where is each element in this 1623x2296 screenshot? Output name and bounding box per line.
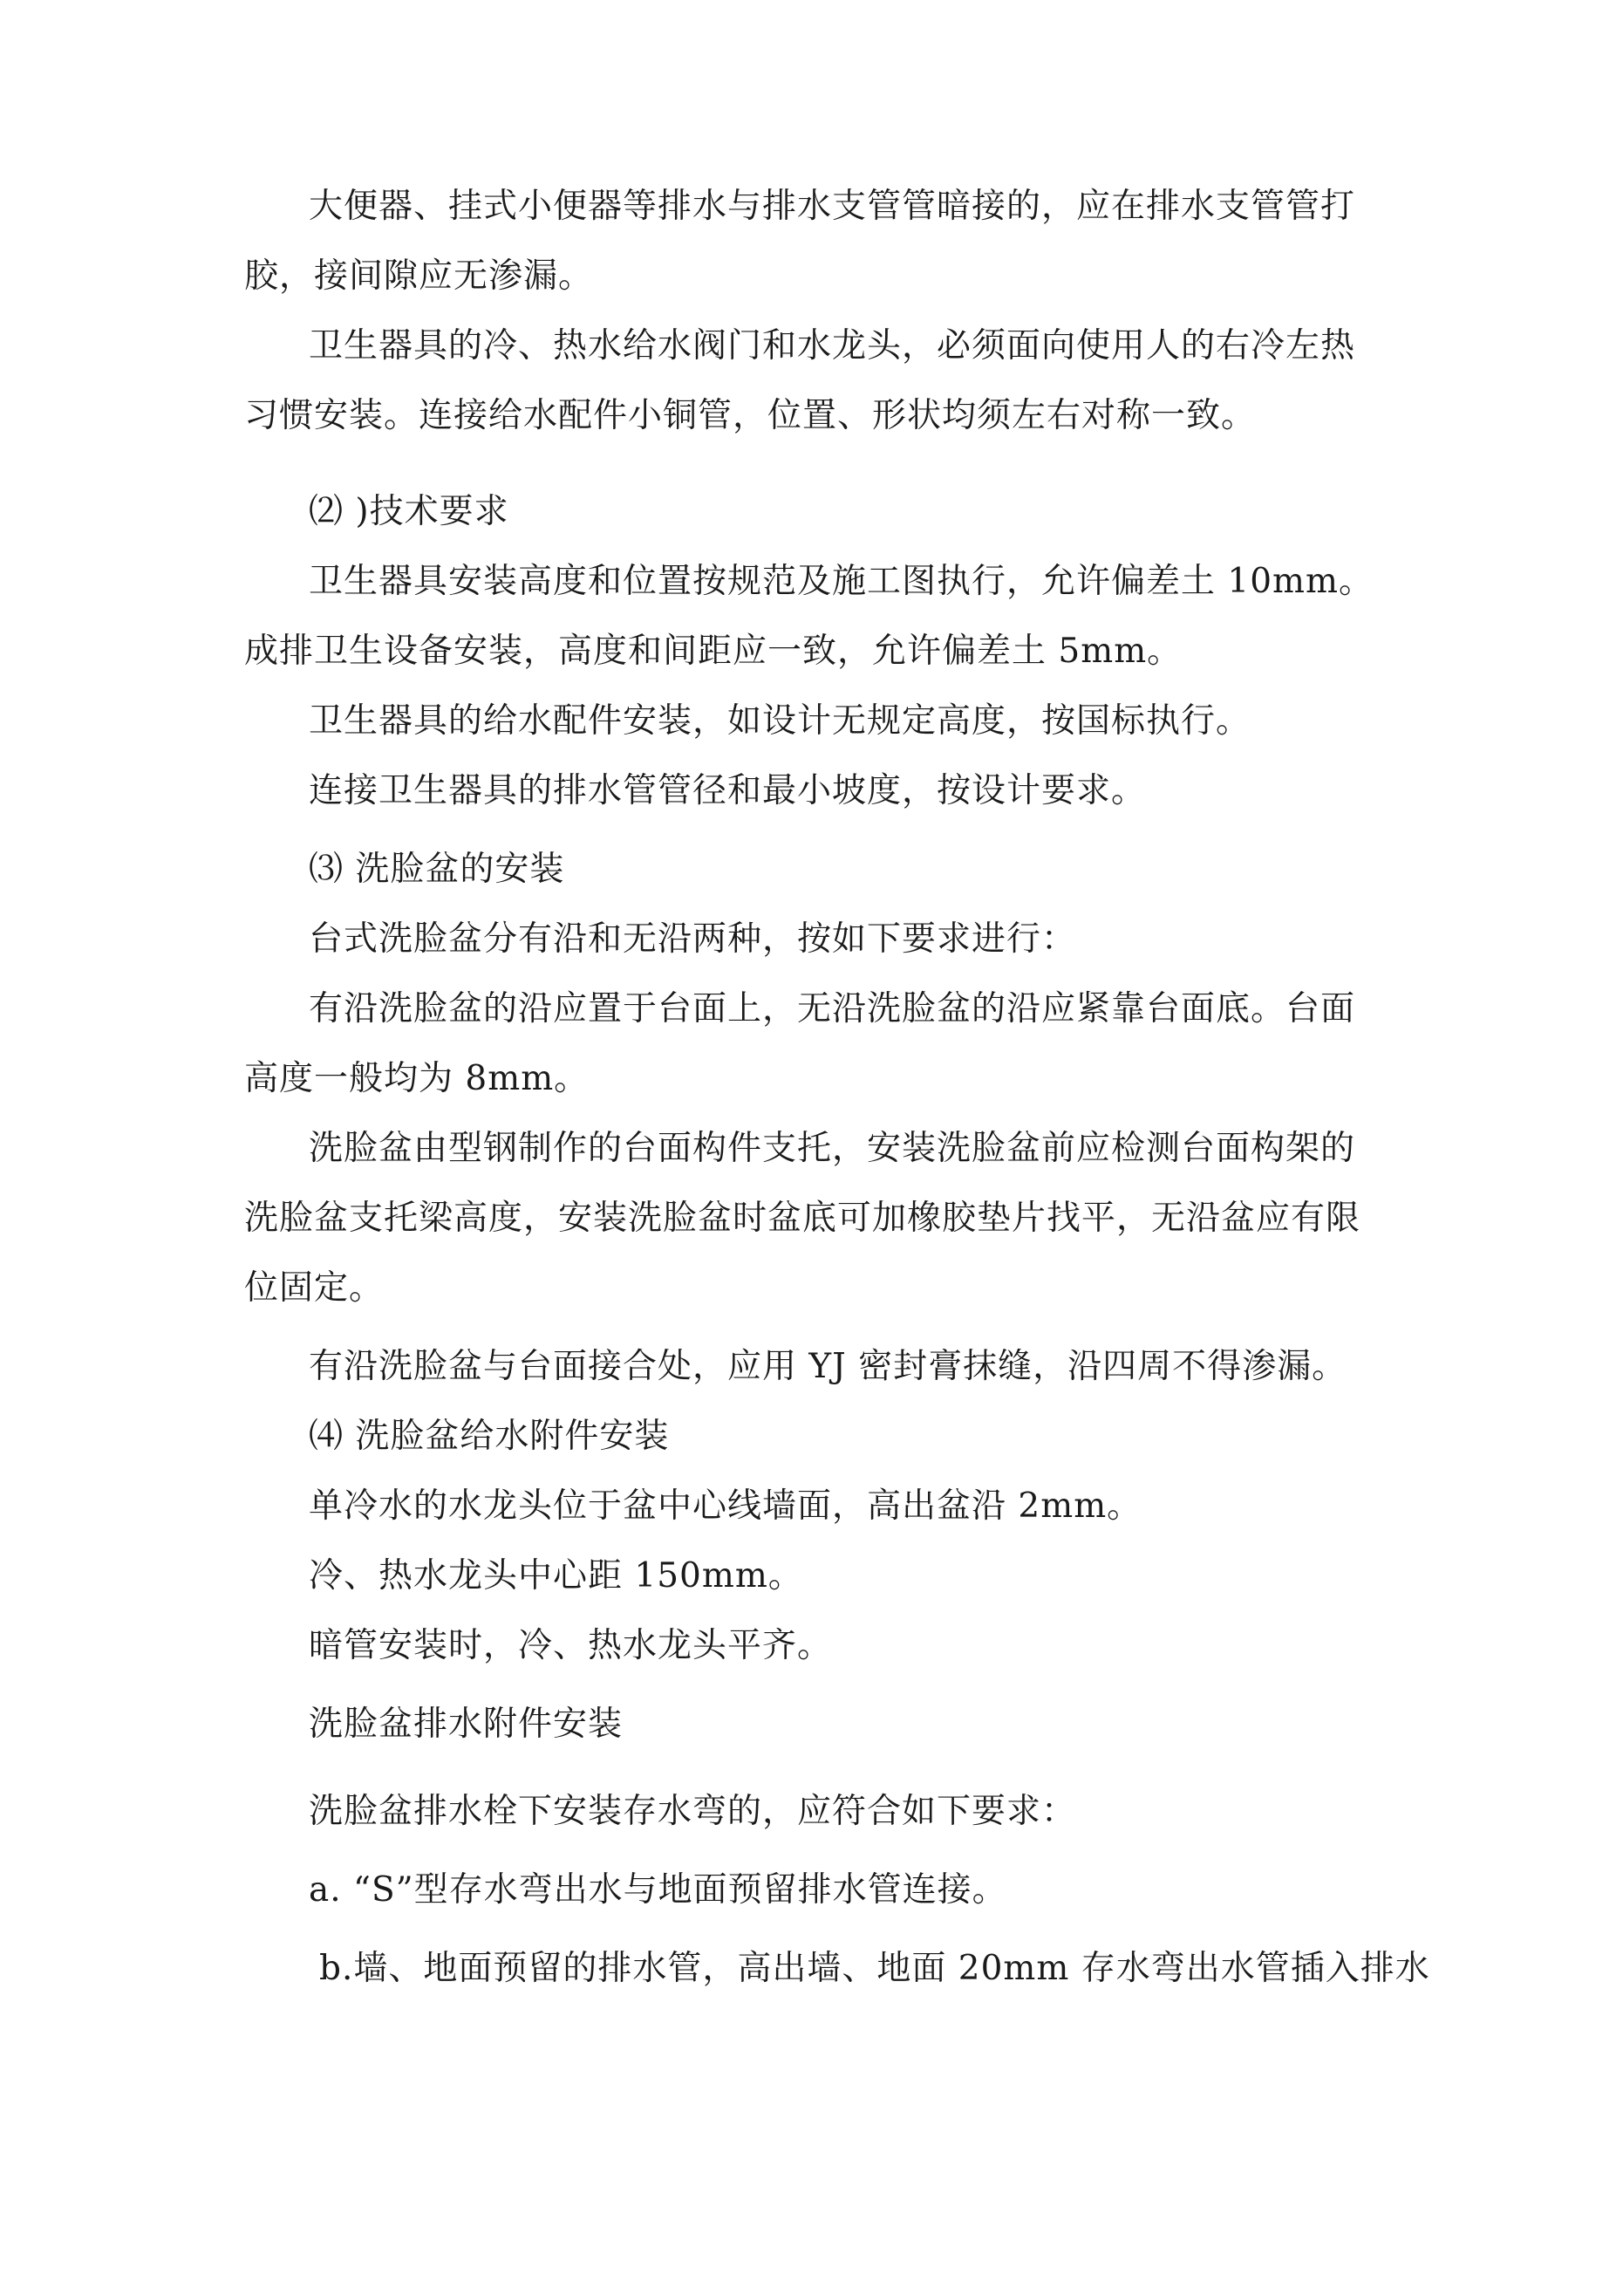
paragraph-line: 位固定。 bbox=[244, 1268, 385, 1308]
paragraph-line: 洗脸盆排水栓下安装存水弯的，应符合如下要求： bbox=[309, 1792, 1077, 1831]
paragraph-line: 有沿洗脸盆与台面接合处，应用 YJ 密封膏抹缝，沿四周不得渗漏。 bbox=[309, 1347, 1347, 1386]
paragraph-line: 高度一般均为 8mm。 bbox=[244, 1059, 590, 1098]
paragraph-line: 卫生器具的给水配件安装，如设计无规定高度，按国标执行。 bbox=[309, 701, 1251, 741]
paragraph-line: 有沿洗脸盆的沿应置于台面上，无沿洗脸盆的沿应紧靠台面底。台面 bbox=[309, 989, 1356, 1028]
paragraph-line: 洗脸盆支托梁高度，安装洗脸盆时盆底可加橡胶垫片找平，无沿盆应有限 bbox=[244, 1199, 1361, 1238]
paragraph-line: 胶，接间隙应无渗漏。 bbox=[244, 256, 594, 296]
section-heading: ⑶ 洗脸盆的安装 bbox=[309, 850, 565, 889]
paragraph-line: 卫生器具安装高度和位置按规范及施工图执行，允许偏差土 10mm。 bbox=[309, 562, 1374, 601]
paragraph-line: 连接卫生器具的排水管管径和最小坡度，按设计要求。 bbox=[309, 771, 1147, 810]
list-item: a. “S”型存水弯出水与地面预留排水管连接。 bbox=[309, 1870, 1007, 1910]
section-heading: ⑵ )技术要求 bbox=[309, 492, 509, 531]
paragraph-line: 暗管安装时，冷、热水龙头平齐。 bbox=[309, 1626, 833, 1665]
section-heading: 洗脸盆排水附件安装 bbox=[309, 1705, 624, 1744]
paragraph-line: 卫生器具的冷、热水给水阀门和水龙头，必须面向使用人的右冷左热 bbox=[309, 326, 1356, 366]
section-heading: ⑷ 洗脸盆给水附件安装 bbox=[309, 1417, 670, 1456]
paragraph-line: 成排卫生设备安装，高度和间距应一致，允许偏差土 5mm。 bbox=[244, 632, 1183, 671]
paragraph-line: 洗脸盆由型钢制作的台面构件支托，安装洗脸盆前应检测台面构架的 bbox=[309, 1129, 1356, 1168]
paragraph-line: 台式洗脸盆分有沿和无沿两种，按如下要求进行： bbox=[309, 919, 1077, 959]
list-item: b.墙、地面预留的排水管，高出墙、地面 20mm 存水弯出水管插入排水 bbox=[319, 1949, 1430, 1988]
paragraph-line: 冷、热水龙头中心距 150mm。 bbox=[309, 1556, 803, 1596]
paragraph-line: 大便器、挂式小便器等排水与排水支管管暗接的，应在排水支管管打 bbox=[309, 187, 1356, 226]
paragraph-line: 单冷水的水龙头位于盆中心线墙面，高出盆沿 2mm。 bbox=[309, 1486, 1142, 1526]
paragraph-line: 习惯安装。连接给水配件小铜管，位置、形状均须左右对称一致。 bbox=[244, 396, 1257, 435]
